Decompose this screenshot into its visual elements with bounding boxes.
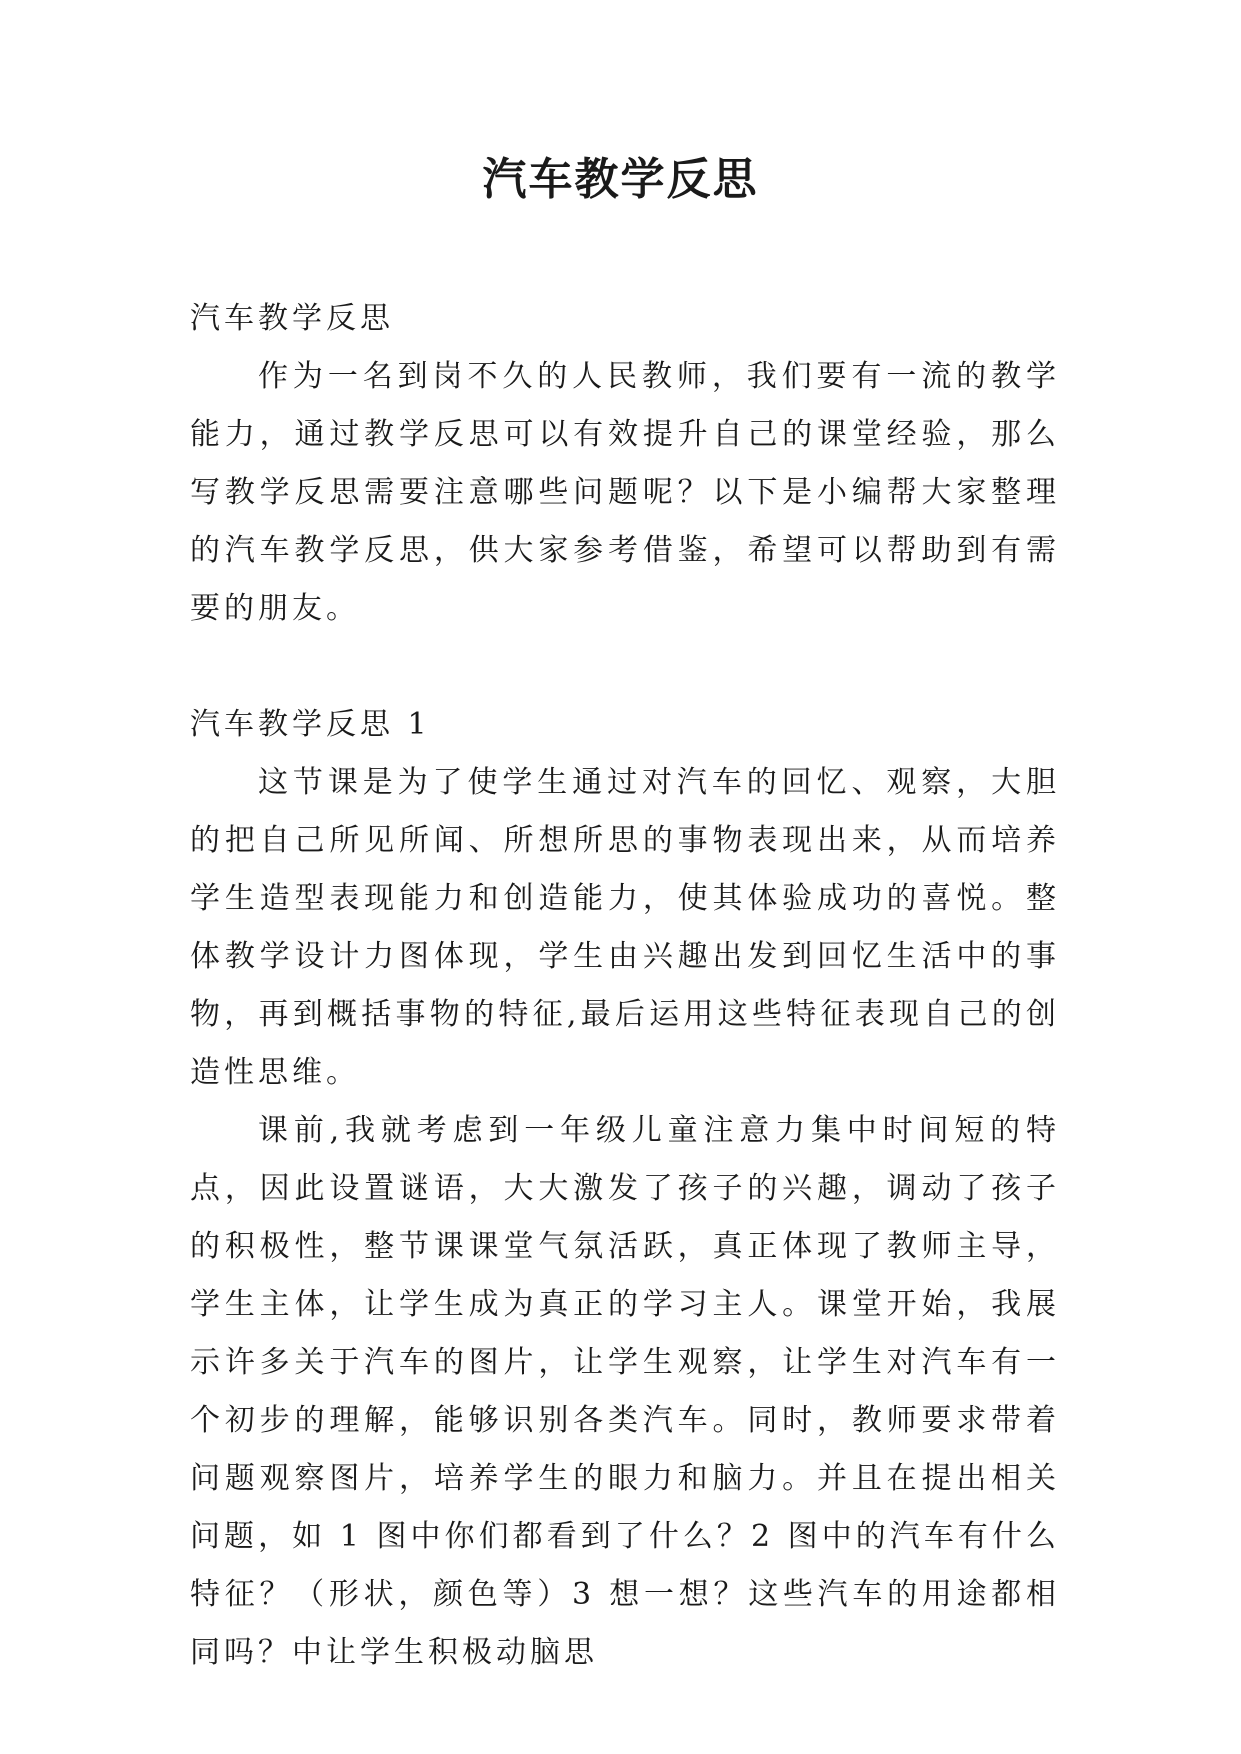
document-body: [190, 290, 1060, 1682]
document-title: 汽车教学反思: [482, 154, 759, 205]
section-spacer: [190, 638, 1060, 696]
section-paragraph: 这节课是为了使学生通过对汽车的回忆、观察，大胆的把自己所见所闻、所想所思的事物表现出来，从而培养学生造型表现能力和创造能力，使其体验成功的喜悦。整体教学设计力图体现，学生由兴趣出发到回忆生活中的事物，再到概括事物的特征,最后运用这些特征表现自己的创造性思维。: [190, 765, 1060, 1090]
section-paragraph: 课前,我就考虑到一年级儿童注意力集中时间短的特点，因此设置谜语，大大激发了孩子的兴趣，调动了孩子的积极性，整节课课堂气氛活跃，真正体现了教师主导，学生主体，让学生成为真正的学习主人。课堂开始，我展示许多关于汽车的图片，让学生观察，让学生对汽车有一个初步的理解，能够识别各类汽车。同时，教师要求带着问题观察图片，培养学生的眼力和脑力。并且在提出相关问题，如 1 图中你们都看到了什么？2 图中的汽车有什么特征？（形状，颜色等）3 想一想？这些汽车的用途都相同吗？中让学生积极动脑思: [190, 1113, 1060, 1670]
section-heading: 汽车教学反思 1: [190, 707, 431, 742]
intro-paragraph: 作为一名到岗不久的人民教师，我们要有一流的教学能力，通过教学反思可以有效提升自己的课堂经验，那么写教学反思需要注意哪些问题呢？以下是小编帮大家整理的汽车教学反思，供大家参考借鉴，希望可以帮助到有需要的朋友。: [190, 359, 1060, 626]
intro-heading: 汽车教学反思: [190, 301, 394, 336]
